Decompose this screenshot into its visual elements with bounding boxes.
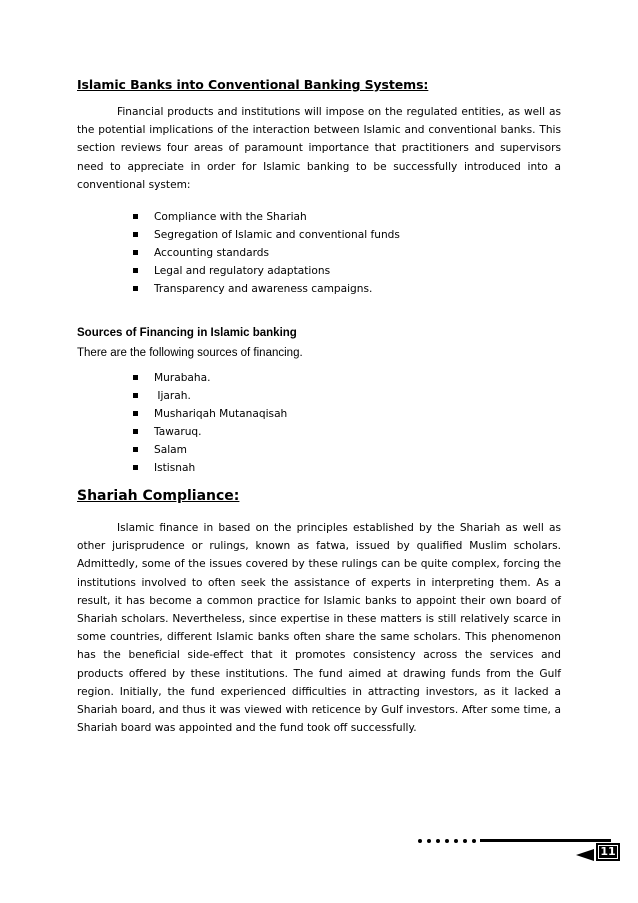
- footer-rule: [480, 839, 611, 842]
- list-item: Transparency and awareness campaigns.: [133, 280, 400, 298]
- list-item: Mushariqah Mutanaqisah: [133, 405, 287, 423]
- section-heading-sources-of-financing: Sources of Financing in Islamic banking: [77, 327, 297, 339]
- paragraph-text: Financial products and institutions will impose on the regulated entities, as well as the potential implications of the interaction between Islamic and conventional banks. This section reviews four areas of paramount importance that practitioners and supervisors need to appreciate in order for Islamic banking to be successfully introduced into a conventional system:: [77, 106, 561, 191]
- list-item: Segregation of Islamic and conventional funds: [133, 226, 400, 244]
- list-item: Ijarah.: [133, 387, 287, 405]
- bullet-square-icon: [133, 286, 138, 291]
- footer-triangle: [576, 849, 594, 861]
- list-item: Compliance with the Shariah: [133, 208, 400, 226]
- page-number-badge: [596, 843, 620, 861]
- list-item: Istisnah: [133, 459, 287, 477]
- areas-bullet-list: [133, 208, 400, 298]
- dot: [445, 839, 449, 843]
- dot: [472, 839, 476, 843]
- bullet-square-icon: [133, 375, 138, 380]
- bullet-square-icon: [133, 411, 138, 416]
- bullet-square-icon: [133, 214, 138, 219]
- list-item: Accounting standards: [133, 244, 400, 262]
- dot: [427, 839, 431, 843]
- sources-intro-text: There are the following sources of financing.: [77, 347, 303, 359]
- paragraph-text: Islamic finance in based on the principles established by the Shariah as well as other jurisprudence or rulings, known as fatwa, issued by qualified Muslim scholars. Admittedly, some of the issues covered by these rulings can be quite complex, forcing the institutions involved to often seek the assistance of experts in interpreting them. As a result, it has become a common practice for Islamic banks to appoint their own board of Shariah scholars. Nevertheless, since expertise in these matters is still relatively scarce in some countries, different Islamic banks often share the same scholars. This phenomenon has the beneficial side-effect that it promotes consistency across the services and products offered by these institutions. The fund aimed at drawing funds from the Gulf region. Initially, the fund experienced difficulties in attracting investors, as it lacked a Shariah board, and thus it was viewed with reticence by Gulf investors. After some time, a Shariah board was appointed and the fund took off successfully.: [77, 522, 561, 735]
- bullet-square-icon: [133, 465, 138, 470]
- dot: [454, 839, 458, 843]
- bullet-square-icon: [133, 232, 138, 237]
- dot: [463, 839, 467, 843]
- bullet-square-icon: [133, 250, 138, 255]
- financing-sources-bullet-list: [133, 369, 287, 477]
- list-item: Murabaha.: [133, 369, 287, 387]
- page-number: 11: [598, 845, 618, 859]
- section-paragraph-shariah-compliance: [77, 519, 561, 737]
- dot: [436, 839, 440, 843]
- bullet-square-icon: [133, 447, 138, 452]
- bullet-square-icon: [133, 268, 138, 273]
- section-paragraph-islamic-banks: [77, 103, 561, 194]
- page-footer: [418, 835, 628, 865]
- bullet-square-icon: [133, 429, 138, 434]
- dot: [418, 839, 422, 843]
- section-heading-islamic-banks: Islamic Banks into Conventional Banking Systems:: [77, 77, 429, 92]
- list-item: Salam: [133, 441, 287, 459]
- bullet-square-icon: [133, 393, 138, 398]
- list-item: Tawaruq.: [133, 423, 287, 441]
- section-heading-shariah-compliance: Shariah Compliance:: [77, 488, 240, 504]
- list-item: Legal and regulatory adaptations: [133, 262, 400, 280]
